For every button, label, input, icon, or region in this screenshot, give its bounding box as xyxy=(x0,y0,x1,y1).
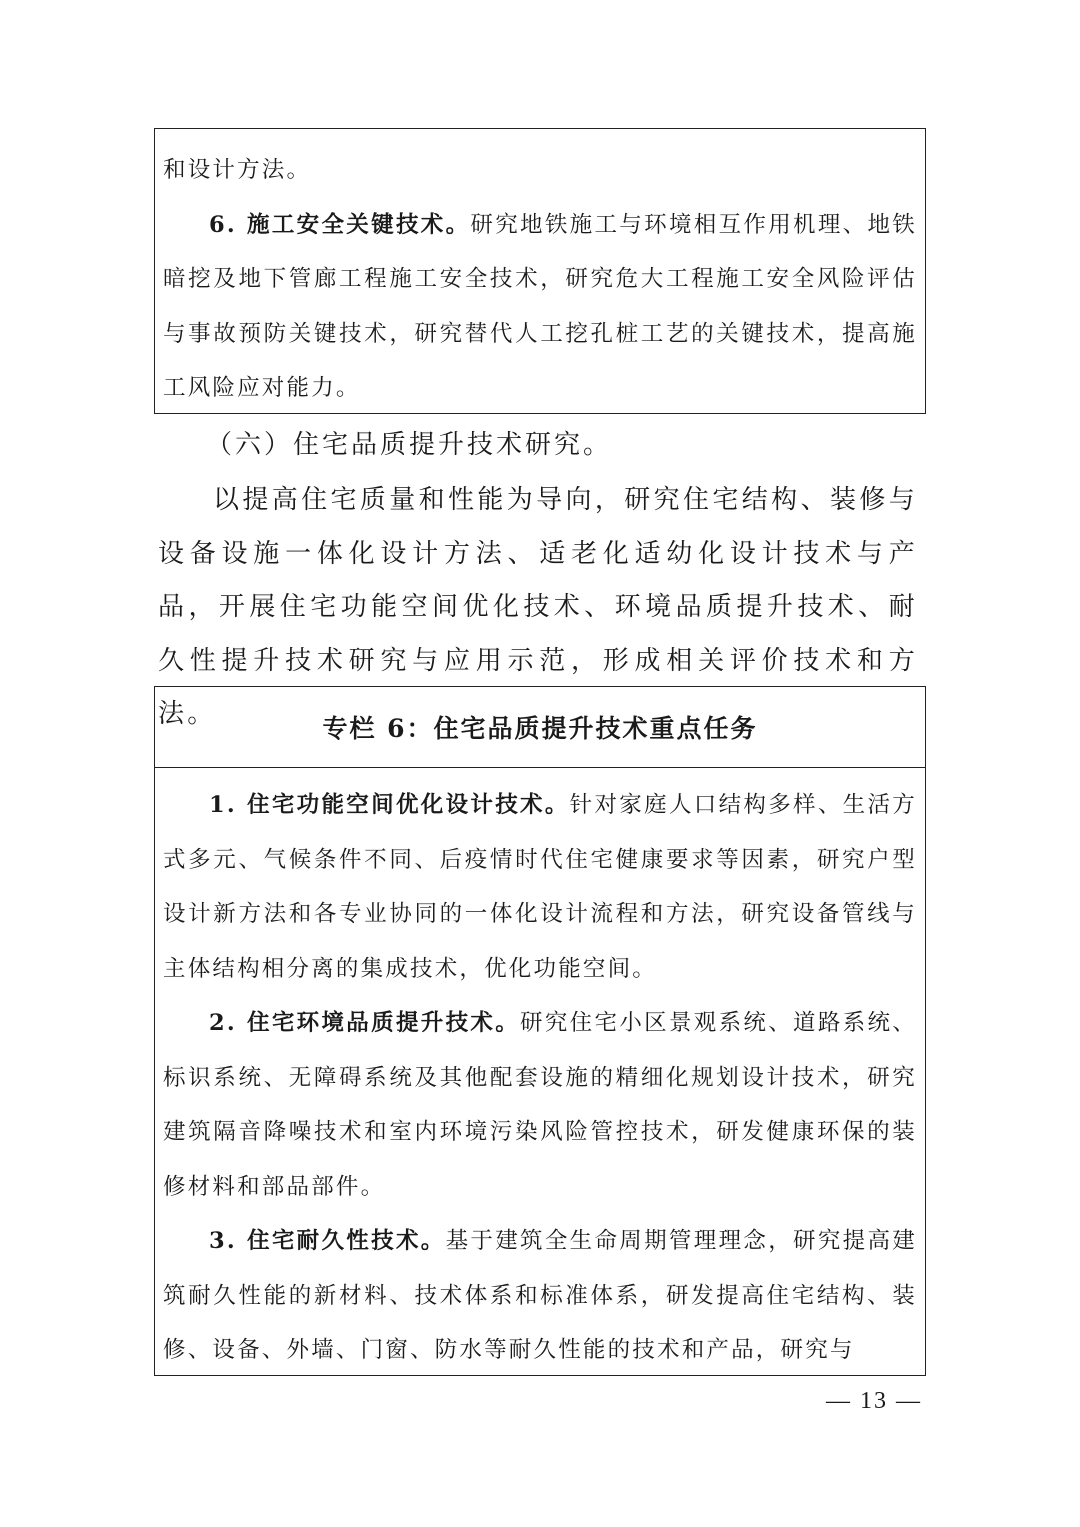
section-heading: （六）住宅品质提升技术研究。 xyxy=(206,430,613,460)
task-item-2-text: 研究住宅小区景观系统、道路系统、标识系统、无障碍系统及其他配套设施的精细化规划设计技术，研究建筑隔音降噪技术和室内环境污染风险管控技术，研发健康环保的装修材料和部品部件。 xyxy=(163,1010,918,1200)
task-item-6 xyxy=(163,198,917,416)
column-box-continued xyxy=(154,128,926,414)
task-item-2-lead: 2. 住宅环境品质提升技术。 xyxy=(209,1010,521,1036)
task-item-6-lead: 6. 施工安全关键技术。 xyxy=(209,211,471,238)
continuation-text: 和设计方法。 xyxy=(163,157,312,183)
column-title-row xyxy=(155,687,925,768)
section-body-paragraph: 以提高住宅质量和性能为导向，研究住宅结构、装修与设备设施一体化设计方法、适老化适幼化设计技术与产品，开展住宅功能空间优化技术、环境品质提升技术、耐久性提升技术研究与应用示范，形成相关评价技术和方法。 xyxy=(158,485,918,729)
page-number: — 13 — xyxy=(826,1388,922,1414)
task-item-6-text: 研究地铁施工与环境相互作用机理、地铁暗挖及地下管廊工程施工安全技术，研究危大工程施工安全风险评估与事故预防关键技术，研究替代人工挖孔桩工艺的关键技术，提高施工风险应对能力。 xyxy=(163,211,917,401)
task-item-1 xyxy=(163,778,917,996)
column-box-6 xyxy=(154,686,926,1376)
task-item-1-lead: 1. 住宅功能空间优化设计技术。 xyxy=(209,792,570,818)
task-item-3 xyxy=(163,1214,917,1378)
task-item-2 xyxy=(163,996,917,1214)
task-item-3-lead: 3. 住宅耐久性技术。 xyxy=(209,1228,446,1254)
column-box-body xyxy=(155,768,925,1378)
task-item-1-text: 针对家庭人口结构多样、生活方式多元、气候条件不同、后疫情时代住宅健康要求等因素，研究户型设计新方法和各专业协同的一体化设计流程和方法，研究设备管线与主体结构相分离的集成技术，优化功能空间。 xyxy=(163,792,917,982)
column-box-body xyxy=(155,129,925,416)
column-title: 专栏 6：住宅品质提升技术重点任务 xyxy=(322,714,758,743)
task-item-3-text: 基于建筑全生命周期管理理念，研究提高建筑耐久性能的新材料、技术体系和标准体系，研发提高住宅结构、装修、设备、外墙、门窗、防水等耐久性能的技术和产品，研究与 xyxy=(163,1228,917,1363)
